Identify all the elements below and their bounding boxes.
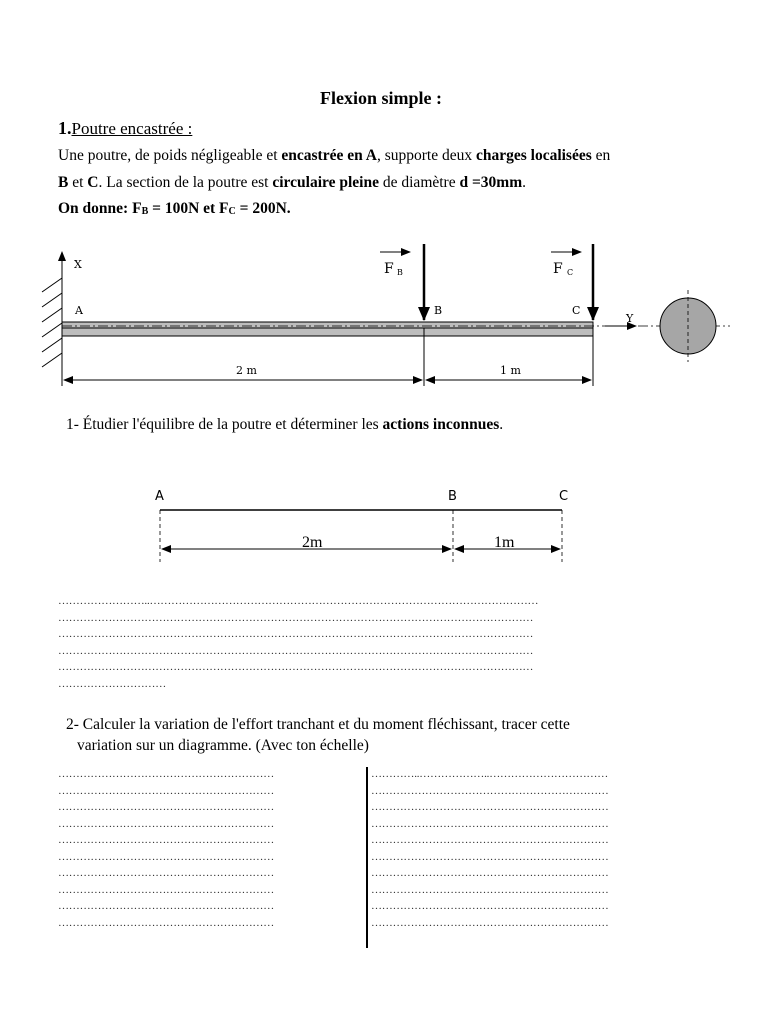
answer-line[interactable]: ………………………………………………………… <box>371 867 609 879</box>
text: . La section de la poutre est <box>98 174 273 191</box>
answer-line[interactable]: ………………………………………………………… <box>371 850 609 863</box>
force-c-label: F <box>553 261 563 277</box>
beam <box>62 322 593 336</box>
text-bold: charges localisées <box>475 147 592 164</box>
fig2-dim-bc-label: 1m <box>494 534 515 551</box>
answer-line[interactable]: ………………………… <box>58 677 167 690</box>
answer-line[interactable]: …………………………………………………… <box>58 768 275 780</box>
text: en <box>591 147 611 164</box>
answer-line[interactable]: …………………………………………………… <box>58 916 275 929</box>
text: . <box>499 416 504 433</box>
force-b-subscript: B <box>397 268 403 277</box>
answer-line[interactable]: ……………………..……………………………………………………………………………………………… <box>58 595 539 607</box>
text-bold: C <box>87 174 99 191</box>
subscript: B <box>141 206 149 217</box>
answer-line[interactable]: ………………………………………………………… <box>371 834 609 846</box>
intro-line-1 <box>58 147 610 165</box>
answer-area-2-right[interactable] <box>371 766 699 931</box>
text: Une poutre, de poids négligeable et <box>58 147 282 164</box>
y-axis-label: Y <box>626 312 634 325</box>
answer-line[interactable]: …………………………………………………………………………………………………………………… <box>58 644 534 657</box>
dim-ab-label: 2 m <box>236 364 257 377</box>
answer-area-1[interactable] <box>58 593 706 692</box>
answer-line[interactable]: …………..………………..…………………………… <box>371 768 609 780</box>
answer-line[interactable]: …………………………………………………… <box>58 817 275 830</box>
question-2-line-1: 2- Calculer la variation de l'effort tranchant et du moment fléchissant, tracer cette <box>66 716 570 733</box>
question-2-line-2: variation sur un diagramme. (Avec ton échelle) <box>77 737 369 754</box>
text: de diamètre <box>379 174 460 191</box>
fig2-dim-ab-label: 2m <box>302 534 323 551</box>
point-b-label: B <box>434 304 443 317</box>
answer-line[interactable]: ………………………………………………………… <box>371 883 609 896</box>
answer-line[interactable]: …………………………………………………… <box>58 867 275 879</box>
answer-line[interactable]: ………………………………………………………… <box>371 801 609 813</box>
force-b-label: F <box>384 261 394 277</box>
question-1 <box>66 416 503 434</box>
answer-line[interactable]: …………………………………………………… <box>58 784 275 797</box>
text-bold: circulaire pleine <box>272 174 379 191</box>
text-bold: encastrée en A <box>281 147 377 164</box>
given-values <box>58 200 291 218</box>
section-title: Poutre encastrée : <box>71 119 193 138</box>
fig2-point-a-label: A <box>155 489 164 504</box>
answer-line[interactable]: ………………………………………………………… <box>371 784 609 797</box>
answer-line[interactable]: …………………………………………………… <box>58 883 275 896</box>
fixed-support-hatch <box>42 270 62 378</box>
answer-line[interactable]: …………………………………………………………………………………………………………………… <box>58 628 534 640</box>
text: On donne: F <box>58 200 142 217</box>
point-a-label: A <box>75 304 83 317</box>
text: = 200N. <box>235 200 291 217</box>
x-axis-label: X <box>74 258 82 271</box>
intro-line-2 <box>58 174 526 192</box>
page-title: Flexion simple : <box>320 88 442 108</box>
answer-line[interactable]: …………………………………………………… <box>58 900 275 912</box>
answer-line[interactable]: ………………………………………………………… <box>371 900 609 912</box>
text: = 100N et F <box>148 200 229 217</box>
answer-area-2-left[interactable] <box>58 766 364 931</box>
point-c-label: C <box>572 304 581 317</box>
text: , supporte deux <box>376 147 476 164</box>
circular-section <box>660 298 716 354</box>
subscript: C <box>228 206 236 217</box>
answer-line[interactable]: ………………………………………………………… <box>371 916 609 929</box>
force-c-subscript: C <box>567 268 574 277</box>
dim-bc-label: 1 m <box>500 364 521 377</box>
answer-line[interactable]: …………………………………………………… <box>58 834 275 846</box>
answer-line[interactable]: …………………………………………………………………………………………………………………… <box>58 661 534 673</box>
answer-line[interactable]: …………………………………………………… <box>58 850 275 863</box>
section-heading <box>58 118 192 139</box>
answer-line[interactable]: …………………………………………………………………………………………………………………… <box>58 611 534 624</box>
fig2-point-b-label: B <box>448 489 457 504</box>
answer-line[interactable]: ………………………………………………………… <box>371 817 609 830</box>
text-bold: actions inconnues <box>382 416 500 433</box>
text: 1- Étudier l'équilibre de la poutre et déterminer les <box>66 416 383 433</box>
answer-line[interactable]: …………………………………………………… <box>58 801 275 813</box>
text: et <box>68 174 88 191</box>
section-number: 1. <box>58 118 72 138</box>
fig2-point-c-label: C <box>559 489 569 504</box>
text-bold: B <box>58 174 69 191</box>
text: . <box>522 174 527 191</box>
text-bold: d =30mm <box>459 174 523 191</box>
